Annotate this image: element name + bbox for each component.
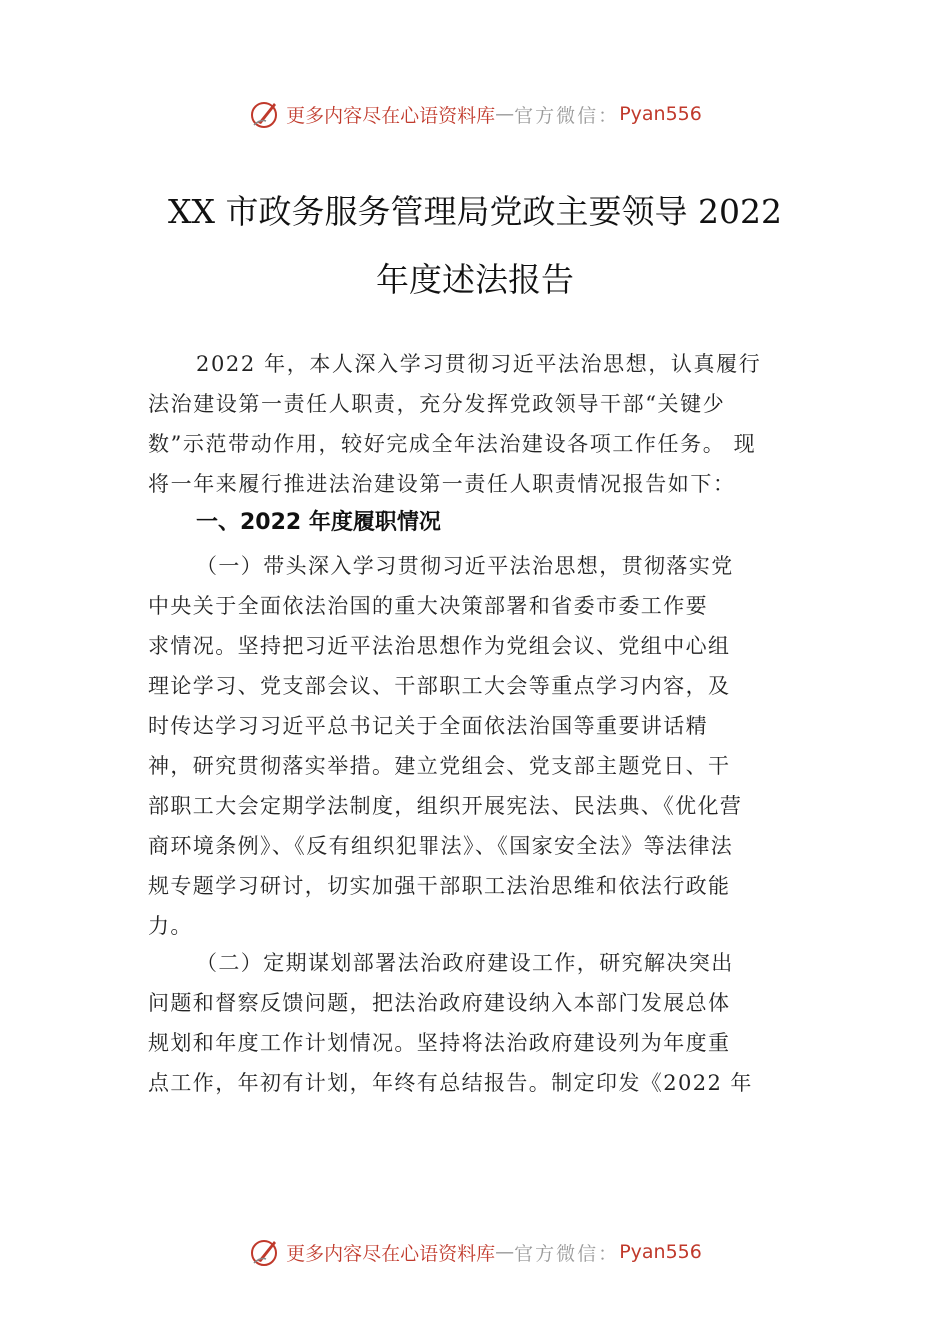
document-title-line-1: XX 市政务服务管理局党政主要领导 2022	[168, 192, 782, 231]
document-title-line-2: 年度述法报告	[376, 260, 574, 299]
watermark-brand: 更多内容尽在心语资料库	[286, 104, 496, 127]
paragraph-line: 理论学习、党支部会议、干部职工大会等重点学习内容，及	[148, 674, 731, 698]
paragraph-line: 法治建设第一责任人职责，充分发挥党政领导干部“关键少	[148, 392, 726, 416]
paragraph-line: 力。	[148, 914, 193, 938]
watermark-separator: —	[495, 103, 515, 125]
paragraph-line: 时传达学习习近平总书记关于全面依法治国等重要讲话精	[148, 714, 708, 738]
section-paragraph-2	[148, 943, 808, 1103]
section-heading: 一、2022 年度履职情况	[196, 510, 441, 535]
paragraph-line: 神，研究贯彻落实举措。建立党组会、党支部主题党日、干	[148, 754, 731, 778]
watermark-banner-top	[0, 94, 950, 134]
paragraph-line: 2022 年，本人深入学习贯彻习近平法治思想，认真履行	[196, 352, 762, 376]
watermark-banner-bottom	[0, 1232, 950, 1272]
paragraph-line: 规划和年度工作计划情况。坚持将法治政府建设列为年度重	[148, 1031, 731, 1055]
watermark-wechat-id: Pyan556	[619, 103, 702, 125]
watermark-separator: —	[495, 1241, 515, 1263]
paragraph-line: 点工作，年初有计划，年终有总结报告。制定印发《2022 年	[148, 1071, 753, 1095]
section-paragraph-1	[148, 546, 808, 946]
watermark-wechat-id: Pyan556	[619, 1241, 702, 1263]
watermark-label: 官方微信：	[514, 104, 620, 127]
paragraph-line: 部职工大会定期学法制度，组织开展宪法、民法典、《优化营	[148, 794, 743, 818]
paragraph-line: （一）带头深入学习贯彻习近平法治思想，贯彻落实党	[196, 554, 734, 578]
quill-pen-logo-icon	[248, 97, 282, 131]
paragraph-line: 将一年来履行推进法治建设第一责任人职责情况报告如下：	[148, 472, 736, 496]
watermark-brand: 更多内容尽在心语资料库	[286, 1242, 496, 1265]
paragraph-line: 求情况。坚持把习近平法治思想作为党组会议、党组中心组	[148, 634, 731, 658]
paragraph-line: 数”示范带动作用，较好完成全年法治建设各项工作任务。 现	[148, 432, 757, 456]
paragraph-line: 商环境条例》、《反有组织犯罪法》、《国家安全法》等法律法	[148, 834, 734, 858]
paragraph-line: 规专题学习研讨，切实加强干部职工法治思维和依法行政能	[148, 874, 731, 898]
watermark-label: 官方微信：	[514, 1242, 620, 1265]
paragraph-line: 问题和督察反馈问题，把法治政府建设纳入本部门发展总体	[148, 991, 731, 1015]
intro-paragraph	[148, 344, 808, 504]
quill-pen-logo-icon	[248, 1235, 282, 1269]
paragraph-line: （二）定期谋划部署法治政府建设工作，研究解决突出	[196, 951, 734, 975]
paragraph-line: 中央关于全面依法治国的重大决策部署和省委市委工作要	[148, 594, 708, 618]
